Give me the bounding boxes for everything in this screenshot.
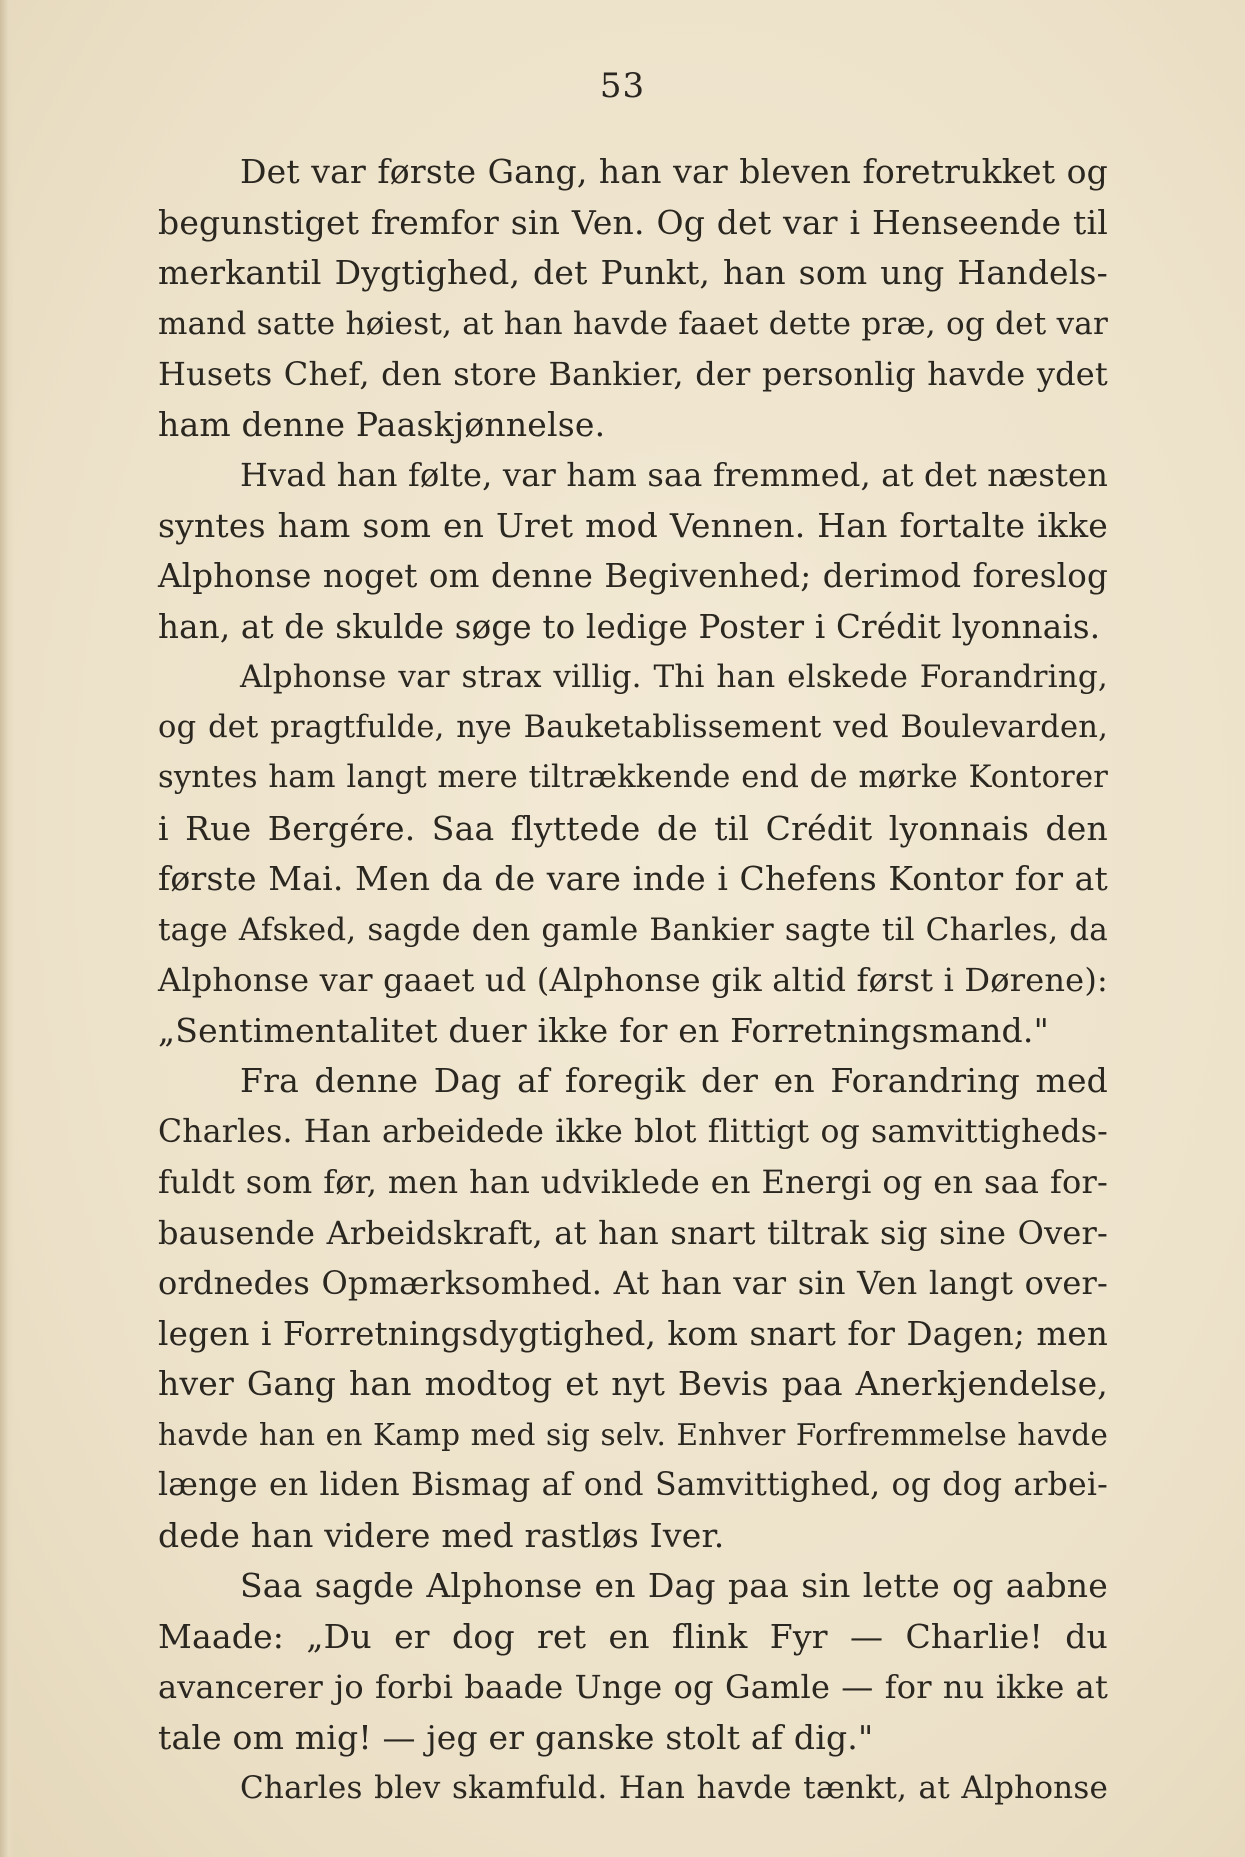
text-line: tage Afsked, sagde den gamle Bankier sagte til Charles, da [158,911,1108,948]
text-line: merkantil Dygtighed, det Punkt, han som ung Handels- [158,253,1108,292]
body-text [158,147,1108,1814]
text-line: Husets Chef, den store Bankier, der personlig havde ydet [158,355,1108,393]
text-line: dede han videre med rastløs Iver. [158,1515,725,1555]
text-line: Alphonse noget om denne Begivenhed; derimod foreslog [158,557,1108,595]
text-line: tale om mig! — jeg er ganske stolt af dig." [158,1717,874,1757]
text-line: i Rue Bergére. Saa flyttede de til Crédit lyonnais den [158,808,1108,848]
text-line: han, at de skulde søge to ledige Poster i Crédit lyonnais. [158,607,1101,646]
page-number: 53 [599,66,646,106]
text-line: fuldt som før, men han udviklede en Energi og en saa for- [158,1163,1108,1201]
text-line: Alphonse var gaaet ud (Alphonse gik altid først i Dørene): [158,961,1108,999]
text-line: hver Gang han modtog et nyt Bevis paa Anerkjendelse, [158,1364,1108,1403]
text-line: begunstiget fremfor sin Ven. Og det var i Henseende til [158,202,1108,242]
text-line: ordnedes Opmærksomhed. At han var sin Ven langt over- [158,1264,1108,1302]
text-line: mand satte høiest, at han havde faaet dette præ, og det var [158,305,1108,342]
text-line: og det pragtfulde, nye Bauketablissement ved Boulevarden, [158,709,1108,745]
text-line: syntes ham langt mere tiltrækkende end de mørke Kontorer [158,760,1108,795]
text-line: avancerer jo forbi baade Unge og Gamle — for nu ikke at [158,1668,1108,1706]
text-line: bausende Arbeidskraft, at han snart tiltrak sig sine Over- [158,1213,1108,1252]
text-line: Charles blev skamfuld. Han havde tænkt, at Alphonse [240,1770,1108,1806]
text-line: syntes ham som en Uret mod Vennen. Han fortalte ikke [158,505,1108,545]
text-line: Fra denne Dag af foregik der en Forandring med [240,1061,1108,1100]
text-line: havde han en Kamp med sig selv. Enhver Forfremmelse havde [158,1417,1108,1452]
text-line: første Mai. Men da de vare inde i Chefens Kontor for at [158,859,1108,898]
text-line: Alphonse var strax villig. Thi han elskede Forandring, [240,659,1108,695]
page-binding-edge [0,0,14,1857]
text-line: „Sentimentalitet duer ikke for en Forretningsmand." [158,1010,1049,1050]
text-line: Hvad han følte, var ham saa fremmed, at det næsten [240,456,1108,494]
text-line: længe en liden Bismag af ond Samvittighed, og dog arbei- [158,1467,1108,1503]
text-line: Maade: „Du er dog ret en flink Fyr — Charlie! du [158,1616,1108,1656]
text-line: Charles. Han arbeidede ikke blot flittigt og samvittigheds- [158,1113,1108,1150]
text-line: Saa sagde Alphonse en Dag paa sin lette og aabne [240,1566,1108,1605]
text-line: legen i Forretningsdygtighed, kom snart for Dagen; men [158,1314,1108,1353]
text-line: ham denne Paaskjønnelse. [158,404,606,444]
text-line: Det var første Gang, han var bleven foretrukket og [240,152,1108,191]
